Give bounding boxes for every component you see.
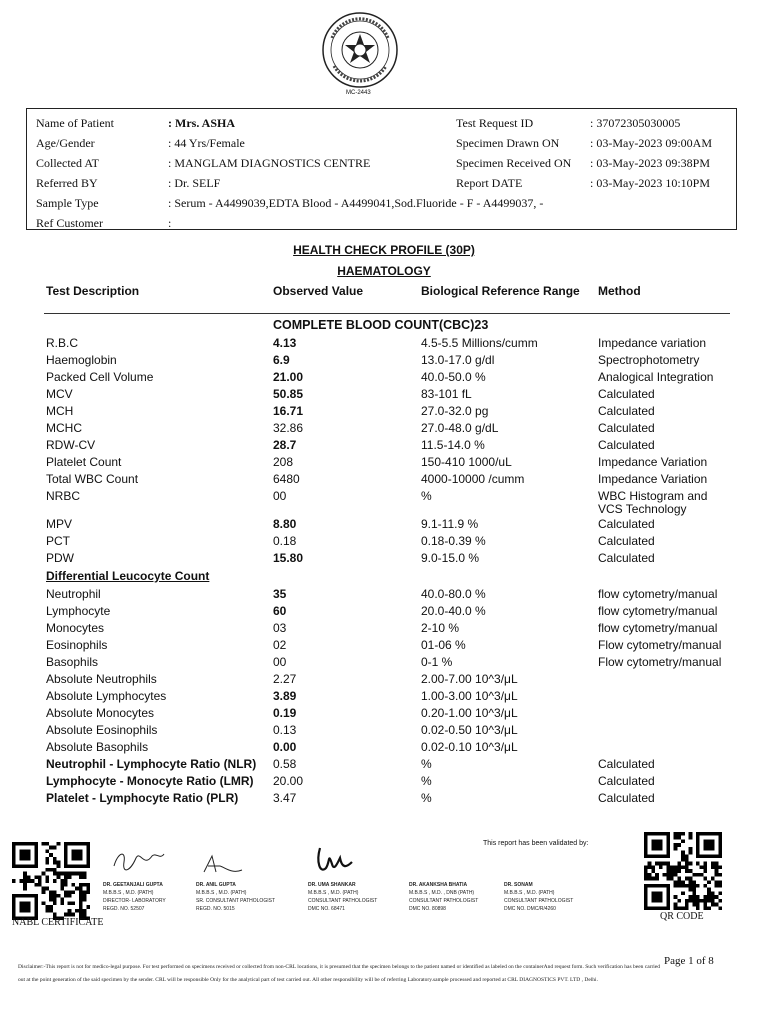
patient-label: Name of Patient	[36, 116, 114, 130]
test-method: Calculated	[598, 421, 655, 435]
patient-value: : Dr. SELF	[168, 176, 221, 190]
test-method: flow cytometry/manual	[598, 587, 718, 601]
reference-range: 0.02-0.50 10^3/μL	[421, 723, 518, 737]
test-method: Calculated	[598, 517, 655, 531]
test-name: Neutrophil - Lymphocyte Ratio (NLR)	[46, 757, 257, 771]
observed-value: 6480	[273, 472, 300, 486]
signatory-name: DR. AKANKSHA BHATIA	[409, 882, 468, 888]
patient-label: Specimen Drawn ON	[456, 136, 560, 150]
test-method: Impedance Variation	[598, 472, 708, 486]
reference-range: 4000-10000 /cumm	[421, 472, 525, 486]
patient-value: : 03-May-2023 09:38PM	[590, 156, 710, 170]
test-name: MCV	[46, 387, 73, 401]
observed-value: 20.00	[273, 774, 304, 788]
signatory-role: CONSULTANT PATHOLOGIST	[504, 898, 574, 904]
observed-value: 208	[273, 455, 294, 469]
col-header-test: Test Description	[46, 284, 140, 298]
reference-range: 2.00-7.00 10^3/μL	[421, 672, 518, 686]
reference-range: 27.0-32.0 pg	[421, 404, 489, 418]
signatory-reg: DMC NO. 68471	[308, 906, 345, 912]
test-method: Flow cytometry/manual	[598, 655, 722, 669]
observed-value: 00	[273, 655, 287, 669]
reference-range: 0.18-0.39 %	[421, 534, 486, 548]
profile-title: HEALTH CHECK PROFILE (30P)	[293, 243, 475, 257]
test-method: VCS Technology	[598, 502, 687, 516]
test-method: Spectrophotometry	[598, 353, 700, 367]
reference-range: 13.0-17.0 g/dl	[421, 353, 495, 367]
reference-range: 150-410 1000/uL	[421, 455, 512, 469]
reference-range: 9.1-11.9 %	[421, 517, 479, 531]
observed-value: 35	[273, 587, 287, 601]
patient-value: : 44 Yrs/Female	[168, 136, 245, 150]
nabl-certificate-label: NABL CERTIFICATE	[12, 917, 104, 928]
subsection-title: Differential Leucocyte Count	[46, 569, 210, 583]
reference-range: 0.20-1.00 10^3/μL	[421, 706, 518, 720]
test-method: flow cytometry/manual	[598, 621, 718, 635]
patient-label: Report DATE	[456, 176, 523, 190]
test-name: Platelet - Lymphocyte Ratio (PLR)	[46, 791, 239, 805]
observed-value: 03	[273, 621, 287, 635]
reference-range: 9.0-15.0 %	[421, 551, 480, 565]
test-method: Impedance Variation	[598, 455, 708, 469]
test-name: Eosinophils	[46, 638, 108, 652]
test-method: Flow cytometry/manual	[598, 638, 722, 652]
reference-range: %	[421, 774, 432, 788]
test-name: MCHC	[46, 421, 82, 435]
test-name: Absolute Basophils	[46, 740, 149, 754]
observed-value: 2.27	[273, 672, 297, 686]
patient-label: Referred BY	[36, 176, 98, 190]
signatory-qual: M.B.B.S , M.D. , DNB (PATH)	[409, 890, 475, 896]
reference-range: 20.0-40.0 %	[421, 604, 486, 618]
patient-label: Age/Gender	[36, 136, 95, 150]
certificate-number: MC-2443	[346, 90, 371, 96]
accreditation-seal-logo	[320, 10, 400, 90]
signatory-qual: M.B.B.S , M.D. (PATH)	[504, 890, 555, 896]
observed-value: 21.00	[273, 370, 304, 384]
reference-range: 0.02-0.10 10^3/μL	[421, 740, 518, 754]
qr-code-label: QR CODE	[660, 911, 704, 922]
patient-label: Ref Customer	[36, 216, 103, 230]
observed-value: 50.85	[273, 387, 304, 401]
disclaimer-line-2: out at the point generation of the said specimen by the sender. CRL will be responsible Only for the analytical part of test carried out. All other responsibility will be of referring Laboratory.sample processed and reported at CRL DIAGNOSTICS PVT. LTD , Delhi.	[18, 977, 598, 983]
signatory-role: CONSULTANT PATHOLOGIST	[308, 898, 378, 904]
observed-value: 0.58	[273, 757, 297, 771]
signatory-name: DR. GEETANJALI GUPTA	[103, 882, 163, 888]
table-rule	[44, 313, 730, 314]
test-name: Lymphocyte - Monocyte Ratio (LMR)	[46, 774, 254, 788]
signatory-name: DR. SONAM	[504, 882, 533, 888]
signatory-reg: REGD. NO. 52507	[103, 906, 145, 912]
test-name: Monocytes	[46, 621, 105, 635]
nabl-qr-code	[12, 842, 90, 920]
test-method: Calculated	[598, 791, 655, 805]
signatory-name: DR. ANIL GUPTA	[196, 882, 236, 888]
signatory-reg: DMC NO. DMC/R/4260	[504, 906, 556, 912]
test-method: flow cytometry/manual	[598, 604, 718, 618]
report-qr-code	[644, 832, 722, 910]
observed-value: 60	[273, 604, 287, 618]
test-name: RDW-CV	[46, 438, 96, 452]
signatory-role: DIRECTOR- LABORATORY	[103, 898, 166, 904]
test-method: Calculated	[598, 534, 655, 548]
observed-value: 3.47	[273, 791, 297, 805]
test-method: Analogical Integration	[598, 370, 714, 384]
validated-by-text: This report has been validated by:	[483, 840, 589, 847]
test-name: Absolute Neutrophils	[46, 672, 157, 686]
signatory-role: CONSULTANT PATHOLOGIST	[409, 898, 479, 904]
test-name: Total WBC Count	[46, 472, 139, 486]
signature-2	[198, 850, 248, 880]
reference-range: %	[421, 791, 432, 805]
observed-value: 0.18	[273, 534, 297, 548]
patient-label: Test Request ID	[456, 116, 534, 130]
patient-value: : 37072305030005	[590, 116, 681, 130]
observed-value: 4.13	[273, 336, 297, 350]
disclaimer-line-1: Disclaimer:-This report is not for medico-legal purpose. For test performed on specimens received or collected from non-CRL locations, it is presumed that the specimen belongs to the patient named or identified as labeled on the containerAnd request form. Such verification has been carried	[18, 964, 661, 970]
test-name: NRBC	[46, 489, 81, 503]
observed-value: 16.71	[273, 404, 304, 418]
signatory-qual: M.B.B.S , M.D. (PATH)	[196, 890, 247, 896]
col-header-range: Biological Reference Range	[421, 284, 580, 298]
observed-value: 0.13	[273, 723, 297, 737]
observed-value: 15.80	[273, 551, 304, 565]
test-name: Absolute Lymphocytes	[46, 689, 167, 703]
test-method: Calculated	[598, 774, 655, 788]
test-method: Calculated	[598, 404, 655, 418]
reference-range: 4.5-5.5 Millions/cumm	[421, 336, 538, 350]
signatory-qual: M.B.B.S , M.D. (PATH)	[308, 890, 359, 896]
observed-value: 0.00	[273, 740, 297, 754]
patient-value: : Serum - A4499039,EDTA Blood - A4499041,Sod.Fluoride - F - A4499037, -	[168, 196, 544, 210]
test-name: PDW	[46, 551, 74, 565]
signatory-block	[504, 881, 573, 913]
observed-value: 6.9	[273, 353, 290, 367]
reference-range: 1.00-3.00 10^3/μL	[421, 689, 518, 703]
patient-label: Collected AT	[36, 156, 99, 170]
test-name: Neutrophil	[46, 587, 101, 601]
test-name: Haemoglobin	[46, 353, 117, 367]
observed-value: 28.7	[273, 438, 297, 452]
section-title: COMPLETE BLOOD COUNT(CBC)23	[273, 318, 489, 332]
signatory-reg: REGD. NO. 5015	[196, 906, 235, 912]
signatory-reg: DMC NO. 80898	[409, 906, 446, 912]
signatory-block	[103, 881, 166, 913]
observed-value: 0.19	[273, 706, 297, 720]
test-name: R.B.C	[46, 336, 79, 350]
reference-range: 11.5-14.0 %	[421, 438, 485, 452]
patient-value: : 03-May-2023 10:10PM	[590, 176, 710, 190]
patient-label: Specimen Received ON	[456, 156, 572, 170]
patient-label: Sample Type	[36, 196, 99, 210]
reference-range: 0-1 %	[421, 655, 453, 669]
test-name: PCT	[46, 534, 70, 548]
test-name: MPV	[46, 517, 73, 531]
reference-range: 01-06 %	[421, 638, 466, 652]
test-method: Calculated	[598, 551, 655, 565]
page-number: Page 1 of 8	[664, 955, 714, 967]
reference-range: %	[421, 489, 432, 503]
signatory-qual: M.B.B.S , M.D. (PATH)	[103, 890, 154, 896]
test-method: WBC Histogram and	[598, 489, 708, 503]
signatory-name: DR. UMA SHANKAR	[308, 882, 356, 888]
test-method: Calculated	[598, 438, 655, 452]
observed-value: 8.80	[273, 517, 297, 531]
test-name: Absolute Monocytes	[46, 706, 155, 720]
col-header-method: Method	[598, 284, 641, 298]
test-method: Calculated	[598, 757, 655, 771]
department-title: HAEMATOLOGY	[337, 264, 431, 278]
test-name: MCH	[46, 404, 74, 418]
signature-1	[108, 842, 168, 880]
observed-value: 32.86	[273, 421, 304, 435]
reference-range: 83-101 fL	[421, 387, 472, 401]
patient-value: : Mrs. ASHA	[168, 116, 235, 130]
col-header-value: Observed Value	[273, 284, 364, 298]
reference-range: %	[421, 757, 432, 771]
test-name: Basophils	[46, 655, 99, 669]
signatory-role: SR. CONSULTANT PATHOLOGIST	[196, 898, 275, 904]
observed-value: 02	[273, 638, 287, 652]
reference-range: 2-10 %	[421, 621, 460, 635]
signatory-block	[308, 881, 377, 913]
test-method: Calculated	[598, 387, 655, 401]
patient-value: :	[168, 216, 172, 230]
patient-value: : 03-May-2023 09:00AM	[590, 136, 712, 150]
reference-range: 27.0-48.0 g/dL	[421, 421, 499, 435]
test-name: Platelet Count	[46, 455, 122, 469]
test-name: Lymphocyte	[46, 604, 111, 618]
signatory-block	[196, 881, 275, 913]
observed-value: 00	[273, 489, 287, 503]
signatory-block	[409, 881, 478, 913]
reference-range: 40.0-50.0 %	[421, 370, 486, 384]
observed-value: 3.89	[273, 689, 297, 703]
patient-value: : MANGLAM DIAGNOSTICS CENTRE	[168, 156, 371, 170]
test-name: Absolute Eosinophils	[46, 723, 158, 737]
reference-range: 40.0-80.0 %	[421, 587, 486, 601]
test-method: Impedance variation	[598, 336, 707, 350]
signature-3	[312, 842, 358, 880]
test-name: Packed Cell Volume	[46, 370, 154, 384]
